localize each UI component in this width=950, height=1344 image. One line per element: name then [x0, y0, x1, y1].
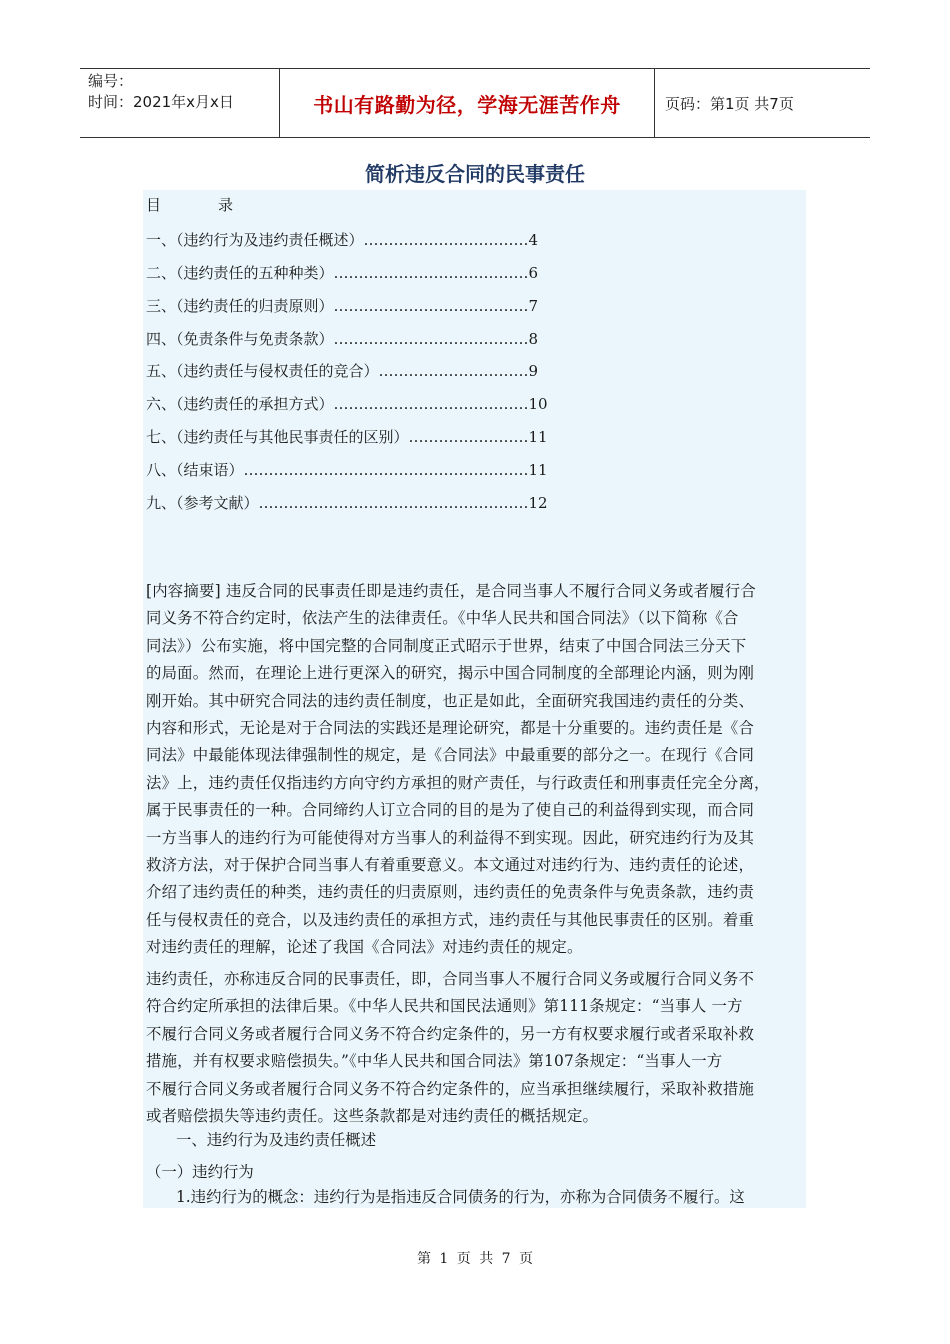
- abstract-line: 同法》）公布实施，将中国完整的合同制度正式昭示于世界，结束了中国合同法三分天下: [146, 636, 747, 655]
- document-time-label: 时间：2021年x月x日: [88, 93, 234, 111]
- intro-line: 违约责任，亦称违反合同的民事责任，即，合同当事人不履行合同义务或履行合同义务不: [146, 970, 755, 988]
- document-number-label: 编号：: [88, 72, 134, 90]
- abstract-line: 法》上，违约责任仅指违约方向守约方承担的财产责任，与行政责任和刑事责任完全分离，: [146, 773, 770, 792]
- intro-line: 符合约定所承担的法律后果。《中华人民共和国民法通则》第111条规定：“当事人 一方: [146, 997, 743, 1016]
- toc-item[interactable]: 二、（违约责任的五种种类）…………………………………6: [146, 264, 539, 282]
- intro-line: 不履行合同义务或者履行合同义务不符合约定条件的，另一方有权要求履行或者采取补救: [146, 1024, 755, 1043]
- subsection-heading: （一）违约行为: [146, 1163, 254, 1181]
- paragraph-line: 1.违约行为的概念：违约行为是指违反合同债务的行为，亦称为合同债务不履行。这: [176, 1188, 745, 1206]
- toc-heading: [146, 194, 233, 215]
- toc-item[interactable]: 八、（结束语）…………………………………………………11: [146, 461, 548, 479]
- page-footer: 第 1 页 共 7 页: [416, 1251, 534, 1267]
- toc-heading-part-a: 目: [146, 196, 162, 214]
- toc-item[interactable]: 五、（违约责任与侵权责任的竞合）…………………………9: [146, 362, 539, 380]
- abstract-line: 救济方法，对于保护合同当事人有着重要意义。本文通过对违约行为、违约责任的论述，: [146, 856, 755, 875]
- header-page-info: 页码：第1页 共7页: [665, 94, 794, 113]
- abstract-line: 介绍了违约责任的种类，违约责任的归责原则，违约责任的免责条件与免责条款，违约责: [146, 883, 755, 902]
- toc-item[interactable]: 六、（违约责任的承担方式）…………………………………10: [146, 395, 548, 413]
- abstract-line: 属于民事责任的一种。合同缔约人订立合同的目的是为了使自己的利益得到实现，而合同: [146, 801, 755, 820]
- abstract-line: 任与侵权责任的竞合，以及违约责任的承担方式，违约责任与其他民事责任的区别。着重: [146, 910, 755, 929]
- abstract-line: 刚开始。其中研究合同法的违约责任制度，也正是如此，全面研究我国违约责任的分类、: [146, 691, 755, 710]
- header-meta: [80, 69, 280, 137]
- toc-item[interactable]: 一、（违约行为及违约责任概述）……………………………4: [146, 231, 539, 249]
- intro-line: 措施，并有权要求赔偿损失。”《中华人民共和国合同法》第107条规定：“当事人一方: [146, 1052, 723, 1071]
- abstract-line: [内容摘要] 违反合同的民事责任即是违约责任，是合同当事人不履行合同义务或者履行合: [146, 582, 756, 600]
- intro-line: 不履行合同义务或者履行合同义务不符合约定条件的，应当承担继续履行，采取补救措施: [146, 1079, 755, 1098]
- toc-item[interactable]: 四、（免责条件与免责条款）…………………………………8: [146, 330, 539, 348]
- document-title: 简析违反合同的民事责任: [365, 162, 585, 186]
- abstract-line: 的局面。然而，在理论上进行更深入的研究，揭示中国合同制度的全部理论内涵，则为刚: [146, 664, 755, 683]
- abstract-line: 同义务不符合约定时，依法产生的法律责任。《中华人民共和国合同法》（以下简称《合: [146, 609, 739, 628]
- document-header: [80, 68, 870, 138]
- abstract-line: 内容和形式，无论是对于合同法的实践还是理论研究，都是十分重要的。违约责任是《合: [146, 719, 755, 738]
- intro-line: 或者赔偿损失等违约责任。这些条款都是对违约责任的概括规定。: [146, 1107, 599, 1126]
- section-heading: 一、违约行为及违约责任概述: [176, 1131, 377, 1149]
- header-motto: 书山有路勤为径，学海无涯苦作舟: [280, 69, 655, 137]
- abstract-paragraph: [146, 578, 806, 962]
- toc-heading-part-b: 录: [218, 196, 234, 214]
- abstract-line: 一方当事人的违约行为可能使得对方当事人的利益得不到实现。因此，研究违约行为及其: [146, 828, 755, 847]
- intro-paragraph: [146, 966, 806, 1130]
- abstract-line: 同法》中最能体现法律强制性的规定，是《合同法》中最重要的部分之一。在现行《合同: [146, 746, 755, 765]
- toc-item[interactable]: 九、（参考文献）………………………………………………12: [146, 494, 548, 512]
- toc-item[interactable]: 七、（违约责任与其他民事责任的区别）……………………11: [146, 428, 548, 446]
- abstract-line: 对违约责任的理解，论述了我国《合同法》对违约责任的规定。: [146, 938, 583, 957]
- toc-item[interactable]: 三、（违约责任的归责原则）…………………………………7: [146, 297, 539, 315]
